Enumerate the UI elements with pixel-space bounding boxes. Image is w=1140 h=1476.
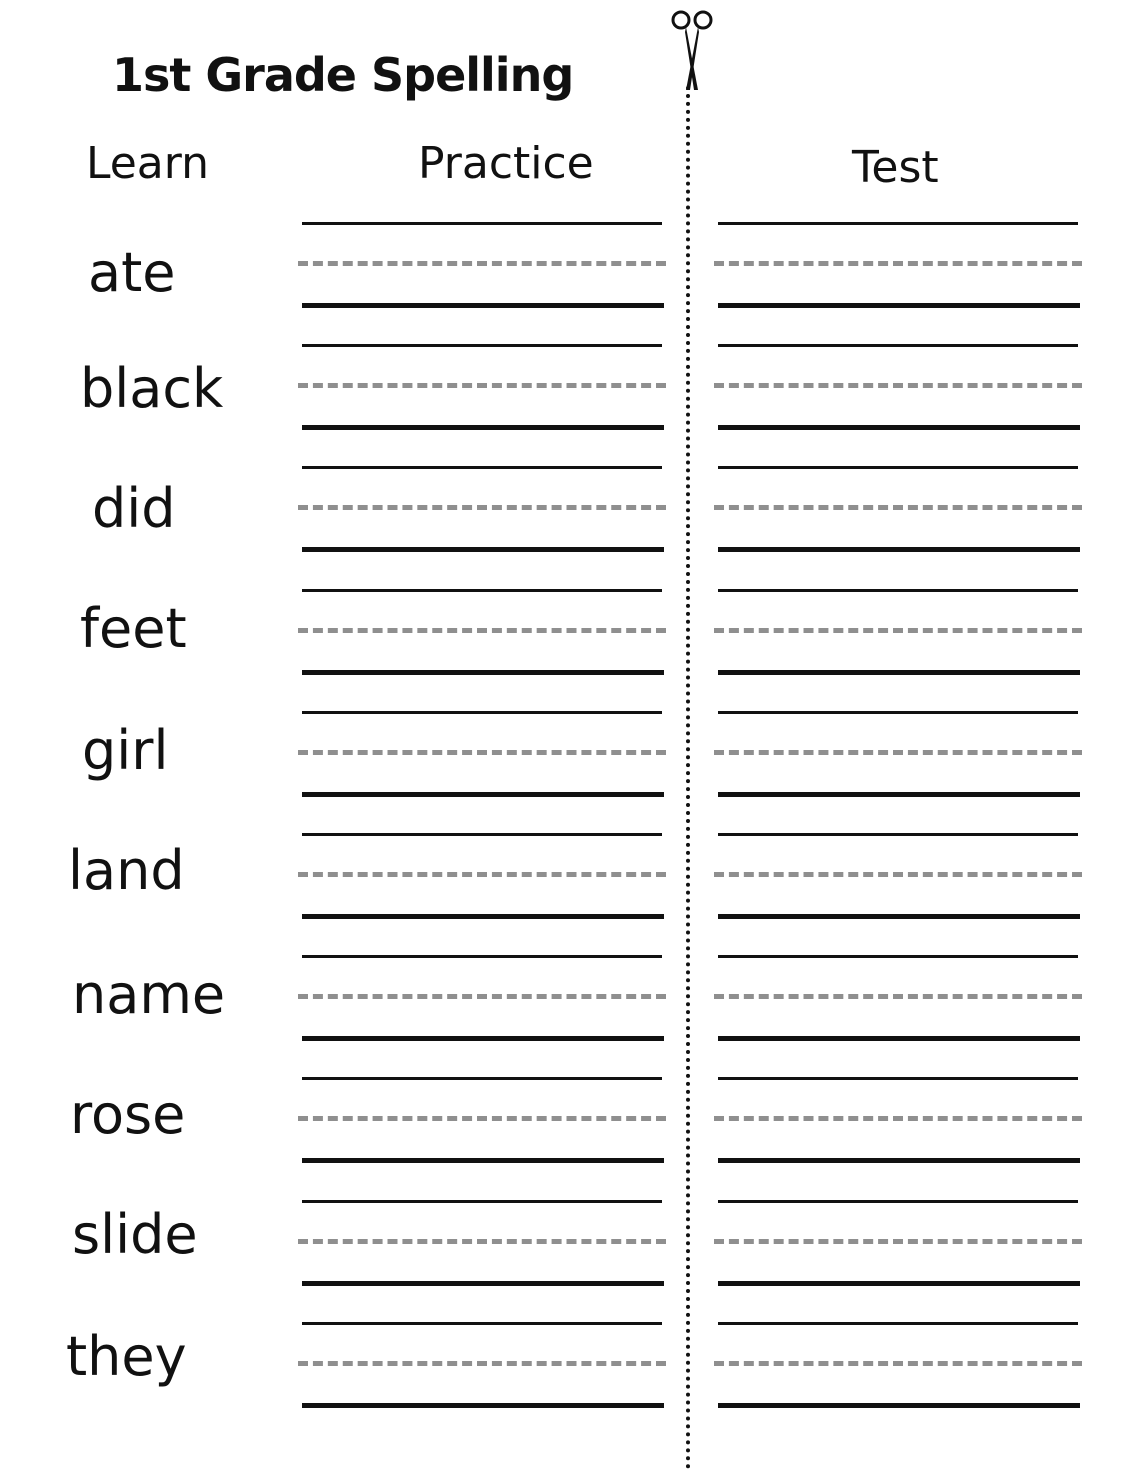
base-line: [718, 914, 1080, 919]
mid-line: [298, 994, 666, 999]
base-line: [302, 1036, 664, 1041]
learn-header: Learn: [86, 138, 209, 189]
practice-writing-lines[interactable]: [298, 589, 668, 689]
test-writing-lines[interactable]: [714, 466, 1084, 566]
top-line: [302, 222, 662, 225]
mid-line: [298, 1361, 666, 1366]
spelling-word: ate: [88, 241, 176, 304]
mid-line: [298, 750, 666, 755]
top-line: [718, 344, 1078, 347]
mid-line: [714, 383, 1082, 388]
base-line: [718, 425, 1080, 430]
top-line: [718, 1200, 1078, 1203]
mid-line: [714, 1239, 1082, 1244]
mid-line: [714, 750, 1082, 755]
base-line: [718, 547, 1080, 552]
spelling-word: they: [66, 1325, 187, 1388]
top-line: [302, 1077, 662, 1080]
mid-line: [714, 628, 1082, 633]
base-line: [302, 1281, 664, 1286]
mid-line: [298, 1239, 666, 1244]
spelling-word: name: [72, 963, 226, 1026]
top-line: [302, 466, 662, 469]
page-title: 1st Grade Spelling: [112, 48, 574, 102]
base-line: [302, 425, 664, 430]
practice-writing-lines[interactable]: [298, 1322, 668, 1422]
mid-line: [714, 261, 1082, 266]
base-line: [718, 670, 1080, 675]
spelling-word: rose: [70, 1083, 186, 1146]
test-writing-lines[interactable]: [714, 222, 1084, 322]
top-line: [718, 222, 1078, 225]
practice-writing-lines[interactable]: [298, 466, 668, 566]
top-line: [302, 711, 662, 714]
base-line: [302, 792, 664, 797]
scissors-icon: [668, 4, 716, 92]
top-line: [302, 833, 662, 836]
base-line: [718, 303, 1080, 308]
mid-line: [298, 505, 666, 510]
practice-writing-lines[interactable]: [298, 1077, 668, 1177]
practice-header: Practice: [418, 138, 594, 189]
base-line: [302, 547, 664, 552]
test-writing-lines[interactable]: [714, 1200, 1084, 1300]
spelling-word: black: [80, 357, 224, 420]
practice-writing-lines[interactable]: [298, 833, 668, 933]
test-writing-lines[interactable]: [714, 589, 1084, 689]
spelling-word: slide: [72, 1203, 198, 1266]
base-line: [302, 303, 664, 308]
top-line: [302, 1200, 662, 1203]
top-line: [718, 466, 1078, 469]
mid-line: [298, 383, 666, 388]
mid-line: [714, 994, 1082, 999]
spelling-word: girl: [82, 719, 169, 782]
base-line: [718, 1036, 1080, 1041]
practice-writing-lines[interactable]: [298, 711, 668, 811]
top-line: [302, 589, 662, 592]
base-line: [718, 1403, 1080, 1408]
practice-writing-lines[interactable]: [298, 222, 668, 322]
mid-line: [714, 505, 1082, 510]
top-line: [302, 955, 662, 958]
base-line: [302, 1403, 664, 1408]
base-line: [302, 670, 664, 675]
test-writing-lines[interactable]: [714, 1322, 1084, 1422]
test-header: Test: [852, 142, 939, 193]
top-line: [302, 1322, 662, 1325]
top-line: [718, 1077, 1078, 1080]
mid-line: [714, 1116, 1082, 1121]
top-line: [718, 711, 1078, 714]
test-writing-lines[interactable]: [714, 344, 1084, 444]
mid-line: [714, 872, 1082, 877]
mid-line: [298, 1116, 666, 1121]
base-line: [302, 914, 664, 919]
spelling-word: feet: [80, 597, 187, 660]
test-writing-lines[interactable]: [714, 1077, 1084, 1177]
top-line: [718, 589, 1078, 592]
practice-writing-lines[interactable]: [298, 1200, 668, 1300]
mid-line: [298, 872, 666, 877]
test-writing-lines[interactable]: [714, 955, 1084, 1055]
base-line: [718, 1158, 1080, 1163]
practice-writing-lines[interactable]: [298, 955, 668, 1055]
base-line: [718, 1281, 1080, 1286]
top-line: [302, 344, 662, 347]
mid-line: [714, 1361, 1082, 1366]
writing-row: [0, 711, 1140, 811]
top-line: [718, 833, 1078, 836]
top-line: [718, 1322, 1078, 1325]
spelling-word: land: [68, 839, 185, 902]
spelling-word: did: [92, 477, 176, 540]
test-writing-lines[interactable]: [714, 711, 1084, 811]
practice-writing-lines[interactable]: [298, 344, 668, 444]
test-writing-lines[interactable]: [714, 833, 1084, 933]
base-line: [302, 1158, 664, 1163]
base-line: [718, 792, 1080, 797]
mid-line: [298, 261, 666, 266]
top-line: [718, 955, 1078, 958]
mid-line: [298, 628, 666, 633]
